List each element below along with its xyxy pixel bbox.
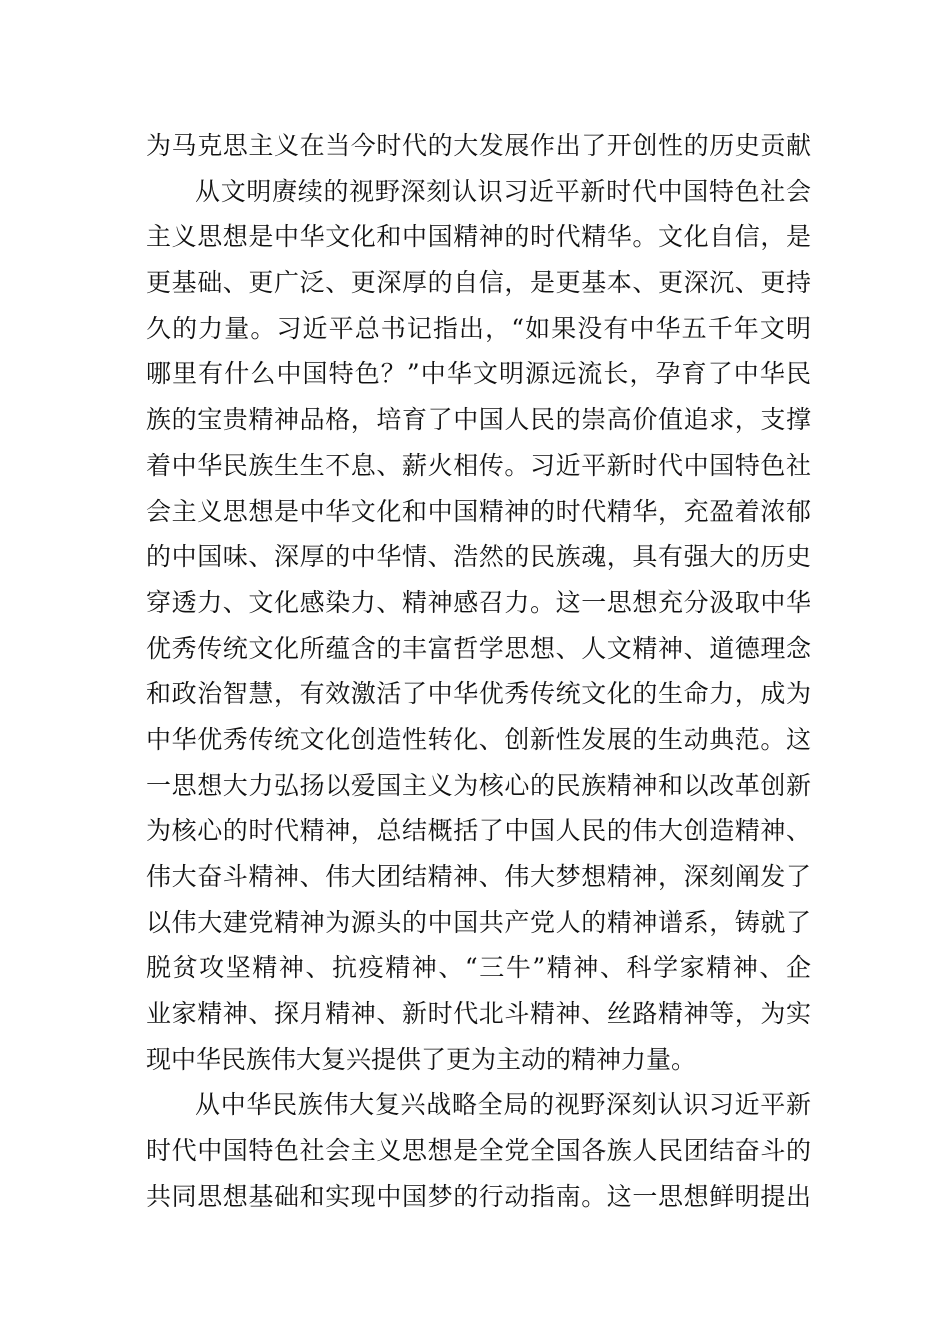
text-line: 为核心的时代精神，总结概括了中国人民的伟大创造精神、 [146,816,811,846]
text-line: 优秀传统文化所蕴含的丰富哲学思想、人文精神、道德理念 [146,633,811,663]
text-line: 和政治智慧，有效激活了中华优秀传统文化的生命力，成为 [146,679,811,709]
text-line: 共同思想基础和实现中国梦的行动指南。这一思想鲜明提出 [146,1181,811,1211]
paragraph-rejuvenation [146,1082,811,1219]
document-body [146,123,811,1220]
text-line: 中华优秀传统文化创造性转化、创新性发展的生动典范。这 [146,724,811,754]
text-line: 会主义思想是中华文化和中国精神的时代精华，充盈着浓郁 [146,496,811,526]
text-line: 的中国味、深厚的中华情、浩然的民族魂，具有强大的历史 [146,542,811,572]
text-line: 主义思想是中华文化和中国精神的时代精华。文化自信，是 [146,222,811,252]
text-line: 为马克思主义在当今时代的大发展作出了开创性的历史贡献 [146,131,811,160]
text-line: 一思想大力弘扬以爱国主义为核心的民族精神和以改革创新 [146,770,811,800]
text-line: 伟大奋斗精神、伟大团结精神、伟大梦想精神，深刻阐发了 [146,862,811,891]
paragraph-civilization [146,169,811,1083]
text-line: 族的宝贵精神品格，培育了中国人民的崇高价值追求，支撑 [146,405,811,435]
text-line: 穿透力、文化感染力、精神感召力。这一思想充分汲取中华 [146,587,811,617]
paragraph-continuation [146,123,811,169]
text-line: 着中华民族生生不息、薪火相传。习近平新时代中国特色社 [146,450,811,480]
text-line: 久的力量。习近平总书记指出，“如果没有中华五千年文明 [146,313,811,343]
text-line: 更基础、更广泛、更深厚的自信，是更基本、更深沉、更持 [146,268,811,298]
text-line: 现中华民族伟大复兴提供了更为主动的精神力量。 [146,1044,697,1074]
text-line: 从中华民族伟大复兴战略全局的视野深刻认识习近平新 [195,1090,811,1120]
text-line: 脱贫攻坚精神、抗疫精神、“三牛”精神、科学家精神、企 [146,953,811,983]
text-line: 业家精神、探月精神、新时代北斗精神、丝路精神等，为实 [146,999,811,1029]
text-line: 哪里有什么中国特色？”中华文明源远流长，孕育了中华民 [146,359,811,389]
text-line: 从文明赓续的视野深刻认识习近平新时代中国特色社会 [195,176,811,206]
text-line: 时代中国特色社会主义思想是全党全国各族人民团结奋斗的 [146,1136,811,1166]
text-line: 以伟大建党精神为源头的中国共产党人的精神谱系，铸就了 [146,907,811,937]
